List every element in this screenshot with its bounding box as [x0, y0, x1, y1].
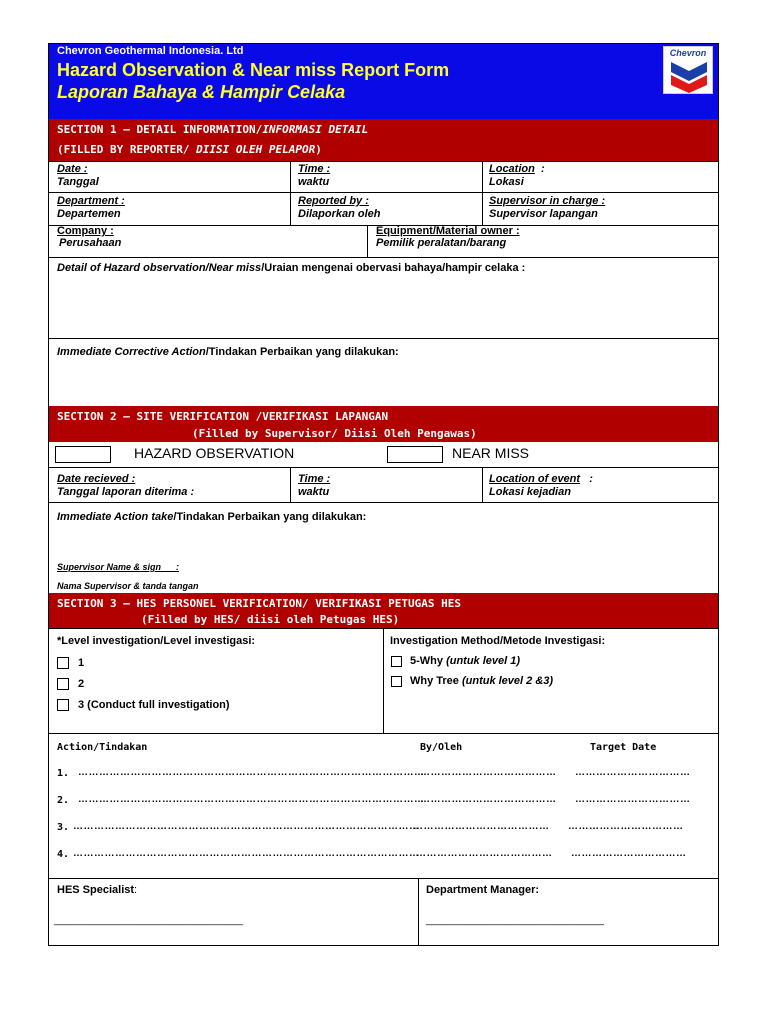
action-row-field[interactable]: ………………………………………………………………………………………: [73, 821, 420, 832]
section-3-title: SECTION 3 – HES PERSONEL VERIFICATION/ VERIFIKASI PETUGAS HES: [57, 597, 461, 610]
supervisor-label-id: Supervisor lapangan: [489, 208, 598, 220]
level-3-checkbox[interactable]: [57, 699, 69, 711]
target-date-row-field[interactable]: ……………………………: [568, 821, 684, 832]
by-row-field[interactable]: …………………………………: [413, 821, 550, 832]
divider: [367, 225, 368, 257]
divider: [49, 257, 718, 258]
form-title-indonesian: Laporan Bahaya & Hampir Celaka: [57, 82, 346, 102]
section-2-title: SECTION 2 – SITE VERIFICATION /VERIFIKASI LAPANGAN: [57, 410, 389, 423]
section-1-subtitle-end: ): [315, 143, 322, 156]
by-row-field[interactable]: …………………………………: [416, 848, 553, 859]
location-colon: :: [540, 163, 545, 175]
hes-specialist-text: HES Specialist: [57, 884, 135, 896]
divider: [49, 161, 718, 162]
hazard-observation-option: HAZARD OBSERVATION: [134, 445, 295, 461]
event-location-colon: :: [589, 473, 593, 485]
near-miss-option: NEAR MISS: [452, 445, 530, 461]
five-why-label: [410, 655, 520, 667]
level-1-label: 1: [78, 657, 85, 669]
divider: [49, 502, 718, 503]
section-2-header: [49, 406, 718, 442]
event-location-label-id: Lokasi kejadian: [489, 486, 571, 498]
divider: [290, 467, 291, 502]
level-3-label: 3 (Conduct full investigation): [78, 699, 230, 711]
location-label-id: Lokasi: [489, 176, 524, 188]
section-1-subtitle-id: DIISI OLEH PELAPOR: [196, 143, 316, 156]
event-location-label: [489, 473, 593, 485]
corrective-action-en: Immediate Corrective Action: [57, 346, 206, 358]
five-why-checkbox[interactable]: [391, 656, 402, 667]
hes-specialist-label: [57, 884, 137, 896]
equipment-owner-label-id: Pemilik peralatan/barang: [376, 237, 507, 249]
immediate-action-label: [57, 511, 366, 523]
action-row-number: 4.: [57, 849, 70, 860]
date-received-label-id: Tanggal laporan diterima :: [57, 486, 195, 498]
event-time-label: Time :: [298, 473, 331, 485]
target-date-column-header: Target Date: [590, 742, 657, 753]
near-miss-checkbox[interactable]: [387, 446, 443, 463]
time-label-id: waktu: [298, 176, 330, 188]
action-row-number: 2.: [57, 795, 70, 806]
divider: [482, 467, 483, 502]
company-label-id: Perusahaan: [59, 237, 122, 249]
section-1-header: [49, 119, 718, 161]
reported-by-label: Reported by :: [298, 195, 369, 207]
why-tree-note: (untuk level 2 &3): [461, 675, 554, 687]
by-column-header: By/Oleh: [420, 742, 463, 753]
chevron-emblem-icon: [664, 47, 714, 95]
supervisor-sign-label: Supervisor Name & sign :: [57, 562, 180, 572]
detail-label-id: /Uraian mengenai obervasi bahaya/hampir celaka :: [261, 262, 526, 274]
supervisor-label: Supervisor in charge :: [489, 195, 606, 207]
target-date-row-field[interactable]: ……………………………: [575, 794, 691, 805]
action-row-field[interactable]: ………………………………………………………………………………………: [73, 848, 420, 859]
target-date-row-field[interactable]: ……………………………: [571, 848, 687, 859]
time-label: Time :: [298, 163, 331, 175]
divider: [49, 338, 718, 339]
reported-by-label-id: Dilaporkan oleh: [298, 208, 381, 220]
section-2-subtitle: (Filled by Supervisor/ Diisi Oleh Pengawas): [192, 427, 477, 440]
section-3-header: [49, 593, 718, 628]
immediate-action-id: /Tindakan Perbaikan yang dilakukan:: [173, 511, 367, 523]
detail-label-en: Detail of Hazard observation/Near miss: [57, 262, 262, 274]
company-name: Chevron Geothermal Indonesia. Ltd: [57, 45, 244, 57]
divider: [482, 161, 483, 225]
corrective-action-label: [57, 346, 399, 358]
target-date-row-field[interactable]: ……………………………: [575, 767, 691, 778]
event-time-label-id: waktu: [298, 486, 330, 498]
level-investigation-title: *Level investigation/Level investigasi:: [57, 635, 256, 647]
divider: [49, 467, 718, 468]
why-tree-name: Why Tree: [410, 675, 462, 687]
divider: [418, 878, 419, 945]
location-label: [489, 163, 545, 175]
why-tree-label: [410, 675, 553, 687]
department-label: Department :: [57, 195, 125, 207]
by-row-field[interactable]: …………………………………: [420, 794, 557, 805]
section-1-subtitle: (FILLED BY REPORTER/: [57, 143, 197, 156]
action-column-header: Action/Tindakan: [57, 742, 148, 753]
hazard-observation-checkbox[interactable]: [55, 446, 111, 463]
immediate-action-en: Immediate Action take: [57, 511, 174, 523]
detail-label: [57, 262, 525, 274]
action-row-field[interactable]: ………………………………………………………………………………………: [78, 794, 425, 805]
level-2-checkbox[interactable]: [57, 678, 69, 690]
divider: [383, 628, 384, 733]
level-1-checkbox[interactable]: [57, 657, 69, 669]
chevron-logo: [663, 46, 713, 94]
why-tree-checkbox[interactable]: [391, 676, 402, 687]
hes-specialist-signature-line[interactable]: __________________________________: [54, 915, 244, 926]
section-3-subtitle: (Filled by HES/ diisi oleh Petugas HES): [141, 613, 400, 626]
by-row-field[interactable]: …………………………………: [420, 767, 557, 778]
date-received-label: Date recieved :: [57, 473, 136, 485]
department-label-id: Departemen: [57, 208, 121, 220]
divider: [49, 733, 718, 734]
department-manager-signature-line[interactable]: ________________________________: [426, 915, 604, 926]
divider: [49, 192, 718, 193]
date-label: Date :: [57, 163, 88, 175]
action-row-number: 3.: [57, 822, 70, 833]
form-title-english: Hazard Observation & Near miss Report Form: [57, 60, 450, 80]
investigation-method-title: Investigation Method/Metode Investigasi:: [390, 635, 606, 647]
action-row-number: 1.: [57, 768, 70, 779]
date-label-id: Tanggal: [57, 176, 99, 188]
hes-specialist-colon: :: [134, 884, 138, 896]
corrective-action-id: /Tindakan Perbaikan yang dilakukan:: [205, 346, 399, 358]
supervisor-sign-label-id: Nama Supervisor & tanda tangan: [57, 581, 199, 591]
divider: [290, 161, 291, 225]
level-2-label: 2: [78, 678, 85, 690]
logo-wordmark: Chevron: [669, 48, 707, 58]
company-label: Company :: [57, 225, 114, 237]
divider: [49, 878, 718, 879]
department-manager-label: Department Manager:: [426, 884, 540, 896]
section-1-title: SECTION 1 – DETAIL INFORMATION/: [57, 123, 263, 136]
event-location-text: Location of event: [489, 473, 581, 485]
five-why-note: (untuk level 1): [446, 655, 521, 667]
five-why-name: 5-Why: [410, 655, 447, 667]
section-1-title-id: INFORMASI DETAIL: [262, 123, 369, 136]
action-row-field[interactable]: ………………………………………………………………………………………: [78, 767, 425, 778]
location-label-text: Location: [489, 163, 535, 175]
equipment-owner-label: Equipment/Material owner :: [376, 225, 520, 237]
